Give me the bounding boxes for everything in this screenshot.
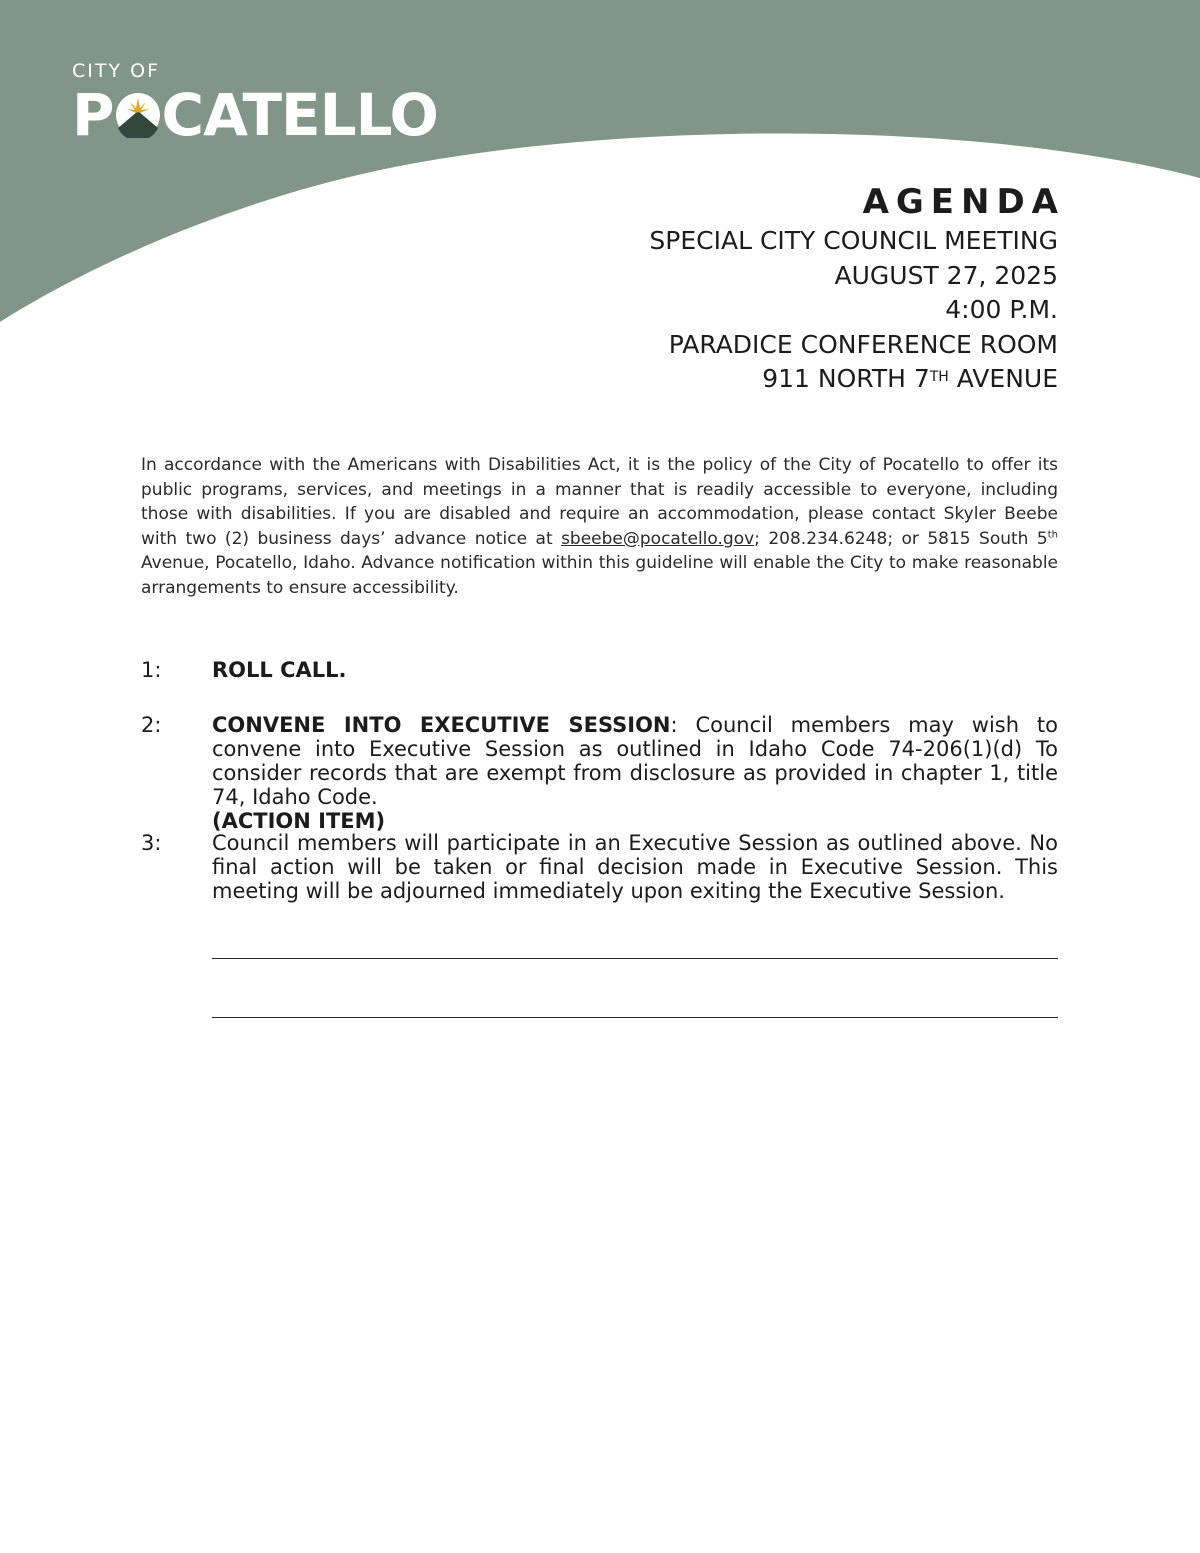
ada-text-2: ; 208.234.6248; or 5815 South 5 — [754, 528, 1048, 549]
meeting-type: SPECIAL CITY COUNCIL MEETING — [649, 226, 1058, 255]
item-number: 2: — [141, 713, 162, 737]
address-suffix: AVENUE — [948, 364, 1058, 394]
logo-letters-catello: CATELLO — [161, 81, 438, 149]
item-heading: CONVENE INTO EXECUTIVE SESSION — [212, 713, 671, 737]
city-logo — [72, 60, 438, 149]
item-body — [212, 831, 1058, 903]
ada-notice — [141, 453, 1058, 601]
item-text: : Council members may wish to convene into Executive Session as outlined in Idaho Code 74-206(1)(d) To consider records that are exempt from disclosure as provided in chapter 1, title 74, Idaho Code. — [212, 713, 1058, 809]
logo-city-of: CITY OF — [72, 60, 161, 82]
logo-wordmark — [72, 81, 438, 149]
meeting-location: PARADICE CONFERENCE ROOM — [668, 329, 1058, 359]
address-superscript: TH — [929, 369, 949, 386]
item-heading: ROLL CALL. — [212, 658, 347, 682]
item-number: 1: — [141, 658, 162, 682]
item-number: 3: — [141, 831, 162, 855]
item-body — [212, 658, 1058, 682]
meeting-address — [649, 362, 1058, 397]
agenda-heading — [649, 180, 1065, 397]
item-text: Council members will participate in an Executive Session as outlined above. No final action will be taken or final decision made in Executive Session. This meeting will be adjourned immediately upon exiting the Executive Session. — [212, 831, 1058, 903]
item-body — [212, 713, 1058, 833]
mountain-sun-icon — [115, 92, 161, 138]
contact-email-link[interactable]: sbeebe@pocatello.gov — [561, 528, 755, 549]
ada-text-3: Avenue, Pocatello, Idaho. Advance notification within this guideline will enable the City to make reasonable arrangements to ensure accessibility. — [141, 553, 1058, 598]
action-item-label: (ACTION ITEM) — [212, 809, 386, 833]
ada-text-1: In accordance with the Americans with Disabilities Act, it is the policy of the City of Pocatello to offer its public programs, services, and meetings in a manner that is readily accessible to everyone, including those with disabilities. If you are disabled and require an accommodation, please contact Skyler Beebe with two (2) business days’ advance notice at — [141, 455, 1058, 549]
logo-letter-p: P — [72, 81, 114, 149]
meeting-date: AUGUST 27, 2025 — [834, 260, 1058, 290]
divider-line — [212, 958, 1058, 959]
address-prefix: 911 NORTH 7 — [762, 364, 930, 394]
ada-superscript: th — [1047, 529, 1058, 541]
agenda-title: AGENDA — [862, 182, 1065, 222]
meeting-time: 4:00 P.M. — [945, 295, 1058, 325]
divider-line — [212, 1017, 1058, 1018]
